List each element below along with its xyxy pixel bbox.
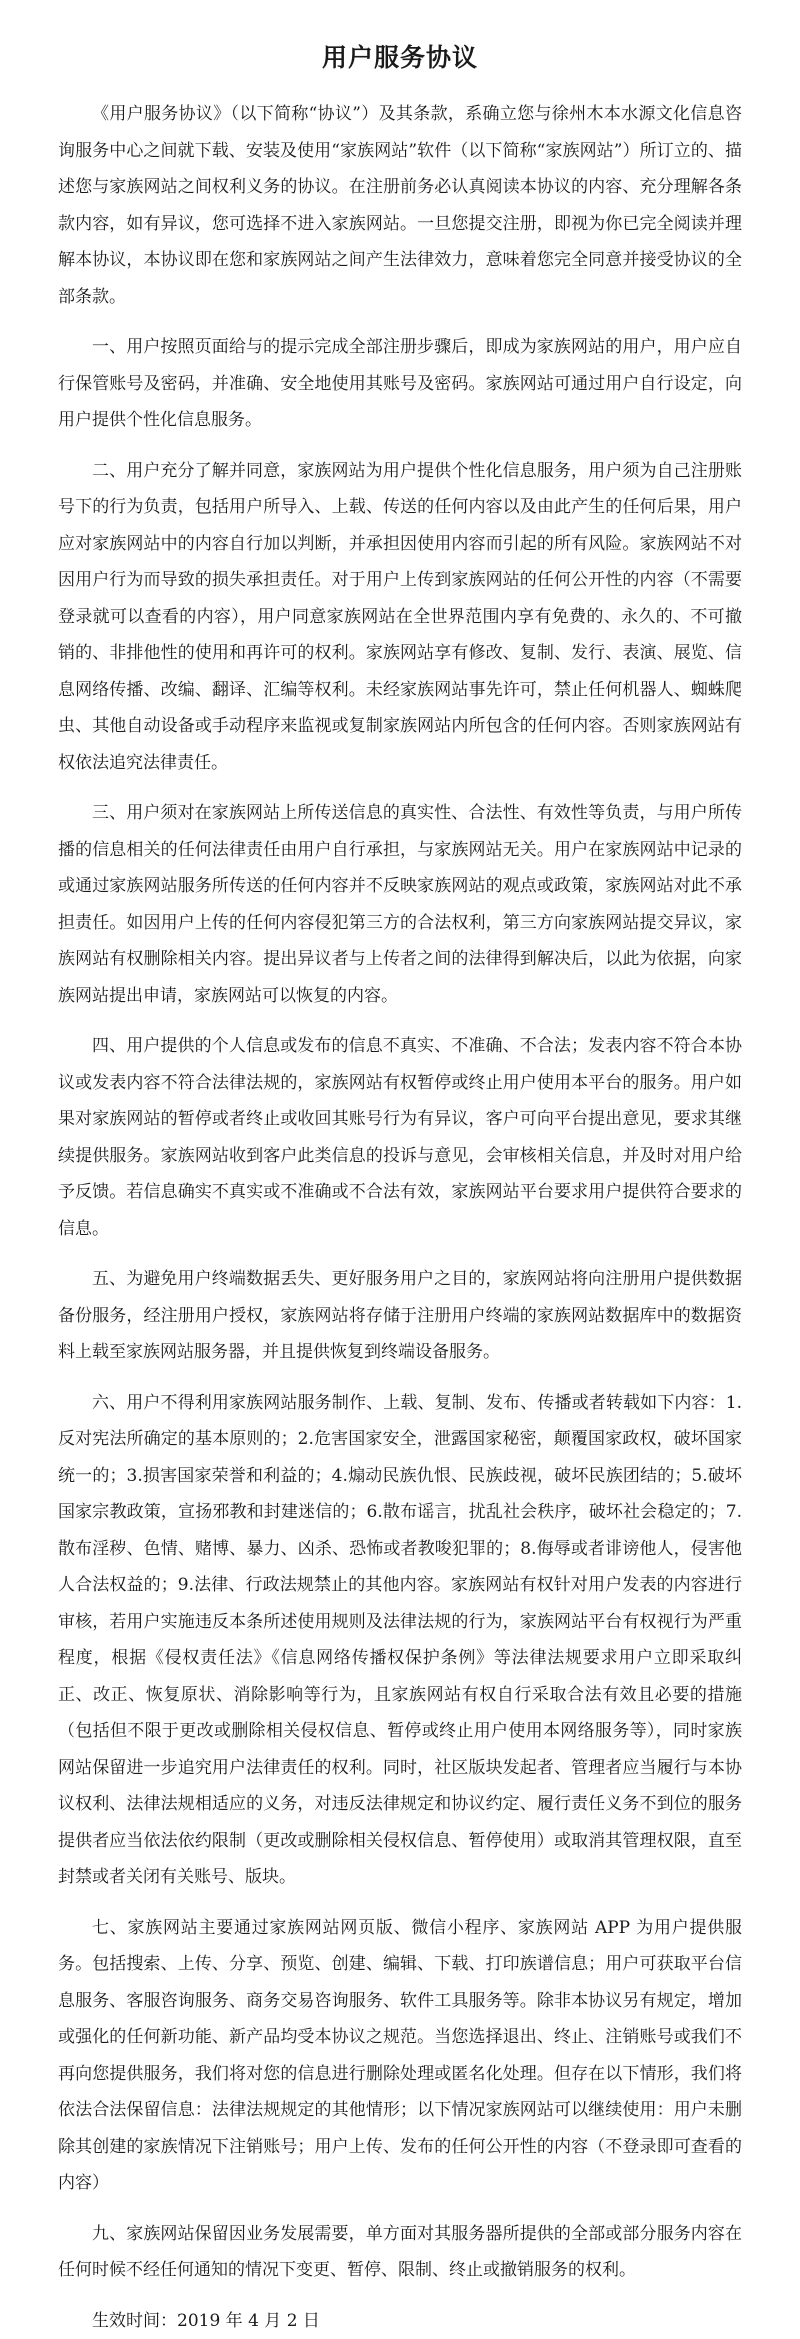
clause-4-paragraph: 四、用户提供的个人信息或发布的信息不真实、不准确、不合法；发表内容不符合本协议或发表内容不符合法律法规的，家族网站有权暂停或终止用户使用本平台的服务。用户如果对家族网站的暂停或者终止或收回其账号行为有异议，客户可向平台提出意见，要求其继续提供服务。家族网站收到客户此类信息的投诉与意见，会审核相关信息，并及时对用户给予反馈。若信息确实不真实或不准确或不合法有效，家族网站平台要求用户提供符合要求的信息。 [58,1028,742,1247]
clause-3-paragraph: 三、用户须对在家族网站上所传送信息的真实性、合法性、有效性等负责，与用户所传播的信息相关的任何法律责任由用户自行承担，与家族网站无关。用户在家族网站中记录的或通过家族网站服务所传送的任何内容并不反映家族网站的观点或政策，家族网站对此不承担责任。如因用户上传的任何内容侵犯第三方的合法权利，第三方向家族网站提交异议，家族网站有权删除相关内容。提出异议者与上传者之间的法律得到解决后，以此为依据，向家族网站提出申请，家族网站可以恢复的内容。 [58,795,742,1014]
effective-date: 生效时间：2019 年 4 月 2 日 [58,2303,742,2339]
intro-paragraph: 《用户服务协议》（以下简称“协议”）及其条款，系确立您与徐州木本水源文化信息咨询服务中心之间就下载、安装及使用“家族网站”软件（以下简称“家族网站”）所订立的、描述您与家族网站之间权利义务的协议。在注册前务必认真阅读本协议的内容、充分理解各条款内容，如有异议，您可选择不进入家族网站。一旦您提交注册，即视为你已完全阅读并理解本协议，本协议即在您和家族网站之间产生法律效力，意味着您完全同意并接受协议的全部条款。 [58,96,742,315]
page-title: 用户服务协议 [58,38,742,74]
clause-5-paragraph: 五、为避免用户终端数据丢失、更好服务用户之目的，家族网站将向注册用户提供数据备份服务，经注册用户授权，家族网站将存储于注册用户终端的家族网站数据库中的数据资料上载至家族网站服务器，并且提供恢复到终端设备服务。 [58,1261,742,1371]
clause-2-paragraph: 二、用户充分了解并同意，家族网站为用户提供个性化信息服务，用户须为自己注册账号下的行为负责，包括用户所导入、上载、传送的任何内容以及由此产生的任何后果，用户应对家族网站中的内容自行加以判断，并承担因使用内容而引起的所有风险。家族网站不对因用户行为而导致的损失承担责任。对于用户上传到家族网站的任何公开性的内容（不需要登录就可以查看的内容），用户同意家族网站在全世界范围内享有免费的、永久的、不可撤销的、非排他性的使用和再许可的权利。家族网站享有修改、复制、发行、表演、展览、信息网络传播、改编、翻译、汇编等权利。未经家族网站事先许可，禁止任何机器人、蜘蛛爬虫、其他自动设备或手动程序来监视或复制家族网站内所包含的任何内容。否则家族网站有权依法追究法律责任。 [58,453,742,782]
clause-7-paragraph: 七、家族网站主要通过家族网站网页版、微信小程序、家族网站 APP 为用户提供服务。包括搜索、上传、分享、预览、创建、编辑、下载、打印族谱信息；用户可获取平台信息服务、客服咨询服务、商务交易咨询服务、软件工具服务等。除非本协议另有规定，增加或强化的任何新功能、新产品均受本协议之规范。当您选择退出、终止、注销账号或我们不再向您提供服务，我们将对您的信息进行删除处理或匿名化处理。但存在以下情形，我们将依法合法保留信息：法律法规规定的其他情形；以下情况家族网站可以继续使用：用户未删除其创建的家族情况下注销账号；用户上传、发布的任何公开性的内容（不登录即可查看的内容） [58,1910,742,2202]
clause-9-paragraph: 九、家族网站保留因业务发展需要，单方面对其服务器所提供的全部或部分服务内容在任何时候不经任何通知的情况下变更、暂停、限制、终止或撤销服务的权利。 [58,2216,742,2289]
clause-1-paragraph: 一、用户按照页面给与的提示完成全部注册步骤后，即成为家族网站的用户，用户应自行保管账号及密码，并准确、安全地使用其账号及密码。家族网站可通过用户自行设定，向用户提供个性化信息服务。 [58,329,742,439]
clause-6-paragraph: 六、用户不得利用家族网站服务制作、上载、复制、发布、传播或者转载如下内容：1.反对宪法所确定的基本原则的；2.危害国家安全，泄露国家秘密，颠覆国家政权，破坏国家统一的；3.损害国家荣誉和利益的；4.煽动民族仇恨、民族歧视，破坏民族团结的；5.破坏国家宗教政策，宣扬邪教和封建迷信的；6.散布谣言，扰乱社会秩序，破坏社会稳定的；7.散布淫秽、色情、赌博、暴力、凶杀、恐怖或者教唆犯罪的；8.侮辱或者诽谤他人，侵害他人合法权益的；9.法律、行政法规禁止的其他内容。家族网站有权针对用户发表的内容进行审核，若用户实施违反本条所述使用规则及法律法规的行为，家族网站平台有权视行为严重程度，根据《侵权责任法》《信息网络传播权保护条例》等法律法规要求用户立即采取纠正、改正、恢复原状、消除影响等行为，且家族网站有权自行采取合法有效且必要的措施（包括但不限于更改或删除相关侵权信息、暂停或终止用户使用本网络服务等），同时家族网站保留进一步追究用户法律责任的权利。同时，社区版块发起者、管理者应当履行与本协议权利、法律法规相适应的义务，对违反法律规定和协议约定、履行责任义务不到位的服务提供者应当依法依约限制（更改或删除相关侵权信息、暂停使用）或取消其管理权限，直至封禁或者关闭有关账号、版块。 [58,1385,742,1896]
